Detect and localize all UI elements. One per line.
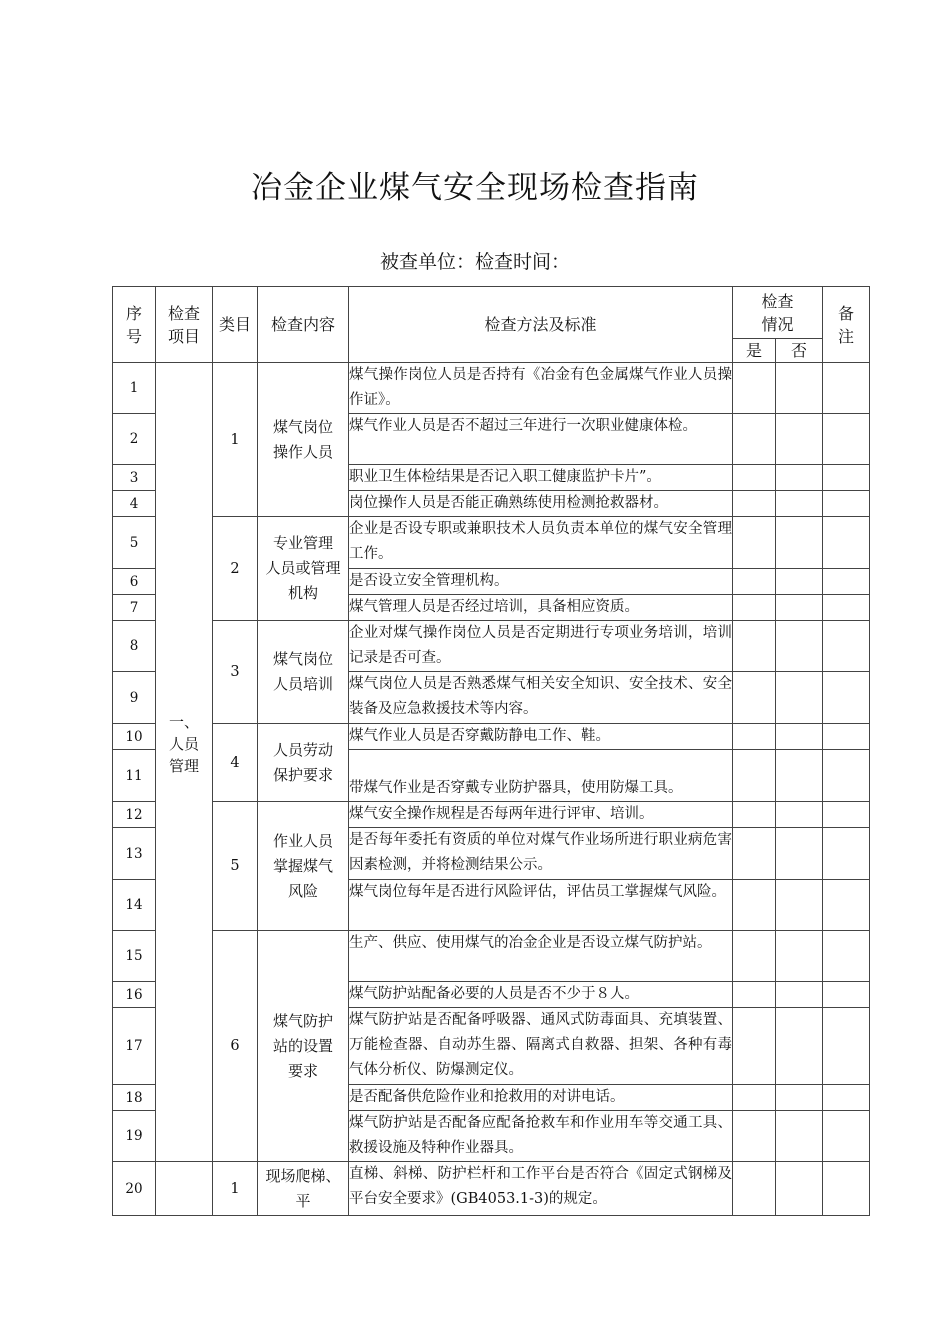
content-cell: 煤气防护 站的设置 要求: [258, 931, 349, 1162]
method-cell: 是否每年委托有资质的单位对煤气作业场所进行职业病危害因素检测，并将检测结果公示。: [349, 828, 733, 880]
row-number: 18: [113, 1085, 156, 1111]
project-cell-empty: [156, 1162, 213, 1216]
yes-cell[interactable]: [733, 880, 776, 931]
no-cell[interactable]: [776, 517, 823, 569]
method-cell: 是否设立安全管理机构。: [349, 569, 733, 595]
remark-cell[interactable]: [823, 1085, 870, 1111]
method-cell: 是否配备供危险作业和抢救用的对讲电话。: [349, 1085, 733, 1111]
header-project: 检查 项目: [156, 287, 213, 363]
content-cell: 现场爬梯、 平: [258, 1162, 349, 1216]
header-category: 类目: [213, 287, 258, 363]
remark-cell[interactable]: [823, 1162, 870, 1216]
row-number: 9: [113, 672, 156, 724]
no-cell[interactable]: [776, 802, 823, 828]
table-row: [113, 363, 870, 414]
method-cell: 煤气管理人员是否经过培训，具备相应资质。: [349, 595, 733, 621]
yes-cell[interactable]: [733, 750, 776, 802]
method-cell: 企业对煤气操作岗位人员是否定期进行专项业务培训，培训记录是否可查。: [349, 621, 733, 672]
no-cell[interactable]: [776, 1162, 823, 1216]
no-cell[interactable]: [776, 465, 823, 491]
yes-cell[interactable]: [733, 672, 776, 724]
project-cell: 一、 人员 管理: [156, 363, 213, 1162]
remark-cell[interactable]: [823, 569, 870, 595]
yes-cell[interactable]: [733, 828, 776, 880]
document-title: 冶金企业煤气安全现场检查指南: [251, 170, 699, 206]
method-cell: 煤气操作岗位人员是否持有《冶金有色金属煤气作业人员操作证》。: [349, 363, 733, 414]
content-cell: 煤气岗位 人员培训: [258, 621, 349, 724]
content-cell: 专业管理 人员或管理 机构: [258, 517, 349, 621]
method-cell: 煤气作业人员是否穿戴防静电工作、鞋。: [349, 724, 733, 750]
no-cell[interactable]: [776, 880, 823, 931]
remark-cell[interactable]: [823, 982, 870, 1008]
no-cell[interactable]: [776, 569, 823, 595]
row-number: 20: [113, 1162, 156, 1216]
header-yes: 是: [733, 339, 776, 363]
remark-cell[interactable]: [823, 750, 870, 802]
method-cell: 直梯、斜梯、防护栏杆和工作平台是否符合《固定式钢梯及平台安全要求》(GB4053.1-3)的规定。: [349, 1162, 733, 1216]
method-cell: 生产、供应、使用煤气的冶金企业是否设立煤气防护站。: [349, 931, 733, 982]
no-cell[interactable]: [776, 1008, 823, 1085]
no-cell[interactable]: [776, 750, 823, 802]
header-method: 检查方法及标准: [349, 287, 733, 363]
row-number: 6: [113, 569, 156, 595]
category-cell: 5: [213, 802, 258, 931]
no-cell[interactable]: [776, 1111, 823, 1162]
row-number: 13: [113, 828, 156, 880]
row-number: 5: [113, 517, 156, 569]
yes-cell[interactable]: [733, 1162, 776, 1216]
no-cell[interactable]: [776, 414, 823, 465]
no-cell[interactable]: [776, 491, 823, 517]
row-number: 12: [113, 802, 156, 828]
table-row: [113, 931, 870, 982]
header-no: 序 号: [113, 287, 156, 363]
remark-cell[interactable]: [823, 931, 870, 982]
category-cell: 6: [213, 931, 258, 1162]
category-cell: 3: [213, 621, 258, 724]
method-cell: 煤气防护站配备必要的人员是否不少于８人。: [349, 982, 733, 1008]
table-row: [113, 802, 870, 828]
content-cell: 作业人员 掌握煤气 风险: [258, 802, 349, 931]
remark-cell[interactable]: [823, 595, 870, 621]
method-cell: 煤气岗位人员是否熟悉煤气相关安全知识、安全技术、安全装备及应急救援技术等内容。: [349, 672, 733, 724]
yes-cell[interactable]: [733, 1085, 776, 1111]
remark-cell[interactable]: [823, 724, 870, 750]
method-cell: 煤气岗位每年是否进行风险评估，评估员工掌握煤气风险。: [349, 880, 733, 931]
inspection-table: [112, 286, 870, 1216]
row-number: 2: [113, 414, 156, 465]
method-cell: 企业是否设专职或兼职技术人员负责本单位的煤气安全管理工作。: [349, 517, 733, 569]
row-number: 3: [113, 465, 156, 491]
content-cell: 煤气岗位 操作人员: [258, 363, 349, 517]
yes-cell[interactable]: [733, 363, 776, 414]
row-number: 10: [113, 724, 156, 750]
table-row: [113, 621, 870, 672]
yes-cell[interactable]: [733, 621, 776, 672]
yes-cell[interactable]: [733, 517, 776, 569]
row-number: 4: [113, 491, 156, 517]
method-cell: 岗位操作人员是否能正确熟练使用检测抢救器材。: [349, 491, 733, 517]
method-cell: 煤气防护站是否配备呼吸器、通风式防毒面具、充填装置、万能检查器、自动苏生器、隔离式自救器、担架、各种有毒气体分析仪、防爆测定仪。: [349, 1008, 733, 1085]
yes-cell[interactable]: [733, 1008, 776, 1085]
yes-cell[interactable]: [733, 724, 776, 750]
method-cell: 煤气安全操作规程是否每两年进行评审、培训。: [349, 802, 733, 828]
remark-cell[interactable]: [823, 621, 870, 672]
remark-cell[interactable]: [823, 517, 870, 569]
yes-cell[interactable]: [733, 491, 776, 517]
yes-cell[interactable]: [733, 931, 776, 982]
no-cell[interactable]: [776, 931, 823, 982]
row-number: 1: [113, 363, 156, 414]
method-cell: 煤气防护站是否配备应配备抢救车和作业用车等交通工具、救援设施及特种作业器具。: [349, 1111, 733, 1162]
remark-cell[interactable]: [823, 363, 870, 414]
header-check-status: 检查 情况: [733, 287, 823, 339]
no-cell[interactable]: [776, 672, 823, 724]
row-number: 15: [113, 931, 156, 982]
row-number: 11: [113, 750, 156, 802]
no-cell[interactable]: [776, 982, 823, 1008]
yes-cell[interactable]: [733, 569, 776, 595]
category-cell: 4: [213, 724, 258, 802]
row-number: 16: [113, 982, 156, 1008]
content-cell: 人员劳动 保护要求: [258, 724, 349, 802]
category-cell: 2: [213, 517, 258, 621]
yes-cell[interactable]: [733, 465, 776, 491]
no-cell[interactable]: [776, 595, 823, 621]
no-cell[interactable]: [776, 724, 823, 750]
header-content: 检查内容: [258, 287, 349, 363]
row-number: 17: [113, 1008, 156, 1085]
table-row: [113, 724, 870, 750]
inspection-unit-time-line: 被查单位：检查时间：: [379, 251, 570, 273]
no-cell[interactable]: [776, 828, 823, 880]
no-cell[interactable]: [776, 621, 823, 672]
remark-cell[interactable]: [823, 880, 870, 931]
remark-cell[interactable]: [823, 491, 870, 517]
remark-cell[interactable]: [823, 672, 870, 724]
remark-cell[interactable]: [823, 828, 870, 880]
method-cell: 职业卫生体检结果是否记入职工健康监护卡片”。: [349, 465, 733, 491]
yes-cell[interactable]: [733, 414, 776, 465]
no-cell[interactable]: [776, 1085, 823, 1111]
table-row: [113, 517, 870, 569]
header-no-col: 否: [776, 339, 823, 363]
remark-cell[interactable]: [823, 1008, 870, 1085]
row-number: 7: [113, 595, 156, 621]
row-number: 8: [113, 621, 156, 672]
yes-cell[interactable]: [733, 802, 776, 828]
no-cell[interactable]: [776, 363, 823, 414]
remark-cell[interactable]: [823, 1111, 870, 1162]
remark-cell[interactable]: [823, 802, 870, 828]
header-remark: 备 注: [823, 287, 870, 363]
remark-cell[interactable]: [823, 465, 870, 491]
method-cell: 煤气作业人员是否不超过三年进行一次职业健康体检。: [349, 414, 733, 465]
yes-cell[interactable]: [733, 1111, 776, 1162]
remark-cell[interactable]: [823, 414, 870, 465]
category-cell: 1: [213, 363, 258, 517]
category-cell: 1: [213, 1162, 258, 1216]
table-row: [113, 1162, 870, 1216]
row-number: 19: [113, 1111, 156, 1162]
yes-cell[interactable]: [733, 595, 776, 621]
method-cell: 带煤气作业是否穿戴专业防护器具，使用防爆工具。: [349, 750, 733, 802]
yes-cell[interactable]: [733, 982, 776, 1008]
row-number: 14: [113, 880, 156, 931]
